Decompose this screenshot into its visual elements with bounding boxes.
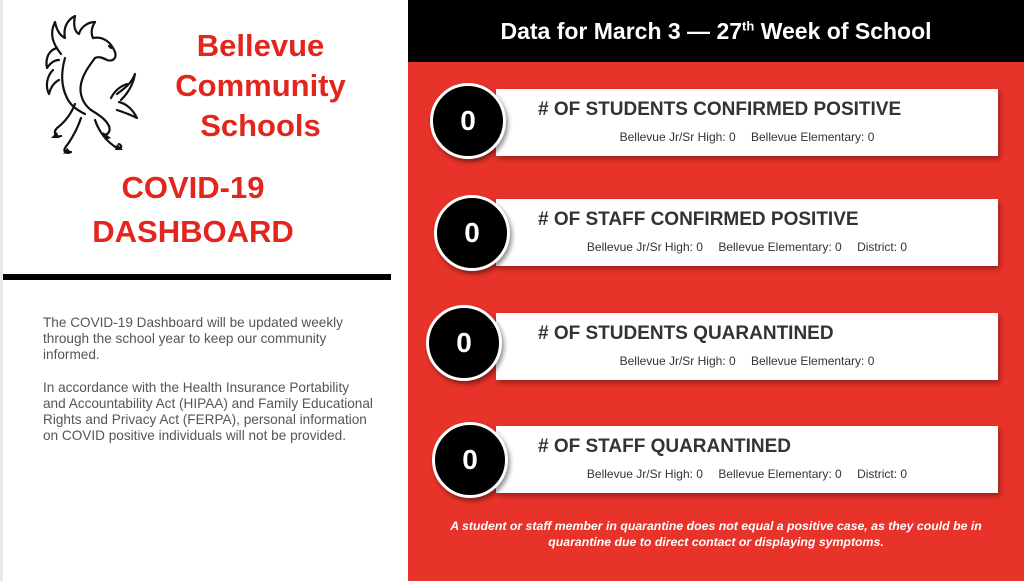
info-paragraph-privacy: In accordance with the Health Insurance Portability and Accountability Act (HIPAA) and Family Educational Rights and Privacy Act (FERPA), personal information on COVID positive individuals will not be provided. — [43, 380, 373, 443]
week-header-prefix: Data for March 3 — 27 — [500, 18, 743, 44]
info-paragraph-update: The COVID-19 Dashboard will be updated weekly through the school year to keep our community informed. — [43, 315, 343, 362]
right-panel — [408, 0, 1024, 581]
week-header — [408, 0, 1024, 62]
stat-title: # OF STUDENTS CONFIRMED POSITIVE — [538, 99, 902, 120]
stat-details — [496, 354, 998, 368]
school-name — [153, 26, 368, 146]
stat-card-staff-quarantined — [496, 426, 998, 493]
week-header-superscript: th — [742, 18, 755, 34]
quarantine-footnote: A student or staff member in quarantine does not equal a positive case, as they could be in quarantine due to direct contact or displaying symptoms. — [450, 519, 982, 549]
stat-title: # OF STAFF QUARANTINED — [538, 436, 791, 457]
stat-count-staff-quarantined: 0 — [432, 422, 508, 498]
stat-count-students-positive: 0 — [430, 83, 506, 159]
stat-title: # OF STAFF CONFIRMED POSITIVE — [538, 209, 859, 230]
stat-detail: Bellevue Jr/Sr High: 0 — [619, 354, 736, 368]
school-name-line: Community — [175, 68, 346, 103]
stat-card-staff-positive — [496, 199, 998, 266]
mustang-horse-logo-icon — [31, 14, 141, 156]
stat-title: # OF STUDENTS QUARANTINED — [538, 323, 834, 344]
school-name-line: Schools — [200, 108, 321, 143]
stat-detail: Bellevue Elementary: 0 — [751, 354, 875, 368]
section-divider — [3, 274, 391, 280]
dashboard-title-line: DASHBOARD — [92, 214, 294, 249]
week-header-suffix: Week of School — [754, 18, 932, 44]
stat-detail: District: 0 — [857, 467, 908, 481]
stat-count-students-quarantined: 0 — [426, 305, 502, 381]
stat-card-students-positive — [496, 89, 998, 156]
info-text — [43, 315, 373, 461]
stat-detail: Bellevue Elementary: 0 — [718, 240, 842, 254]
stat-detail: Bellevue Jr/Sr High: 0 — [586, 240, 703, 254]
left-panel — [0, 0, 408, 581]
stat-detail: Bellevue Jr/Sr High: 0 — [619, 130, 736, 144]
stat-detail: Bellevue Elementary: 0 — [718, 467, 842, 481]
stat-details — [496, 130, 998, 144]
stat-details — [496, 240, 998, 254]
dashboard-title — [43, 166, 343, 254]
stat-card-students-quarantined — [496, 313, 998, 380]
stat-detail: District: 0 — [857, 240, 908, 254]
dashboard-title-line: COVID-19 — [121, 170, 265, 205]
stat-detail: Bellevue Jr/Sr High: 0 — [586, 467, 703, 481]
school-name-line: Bellevue — [196, 28, 325, 63]
stat-detail: Bellevue Elementary: 0 — [751, 130, 875, 144]
stat-count-staff-positive: 0 — [434, 195, 510, 271]
stat-details — [496, 467, 998, 481]
